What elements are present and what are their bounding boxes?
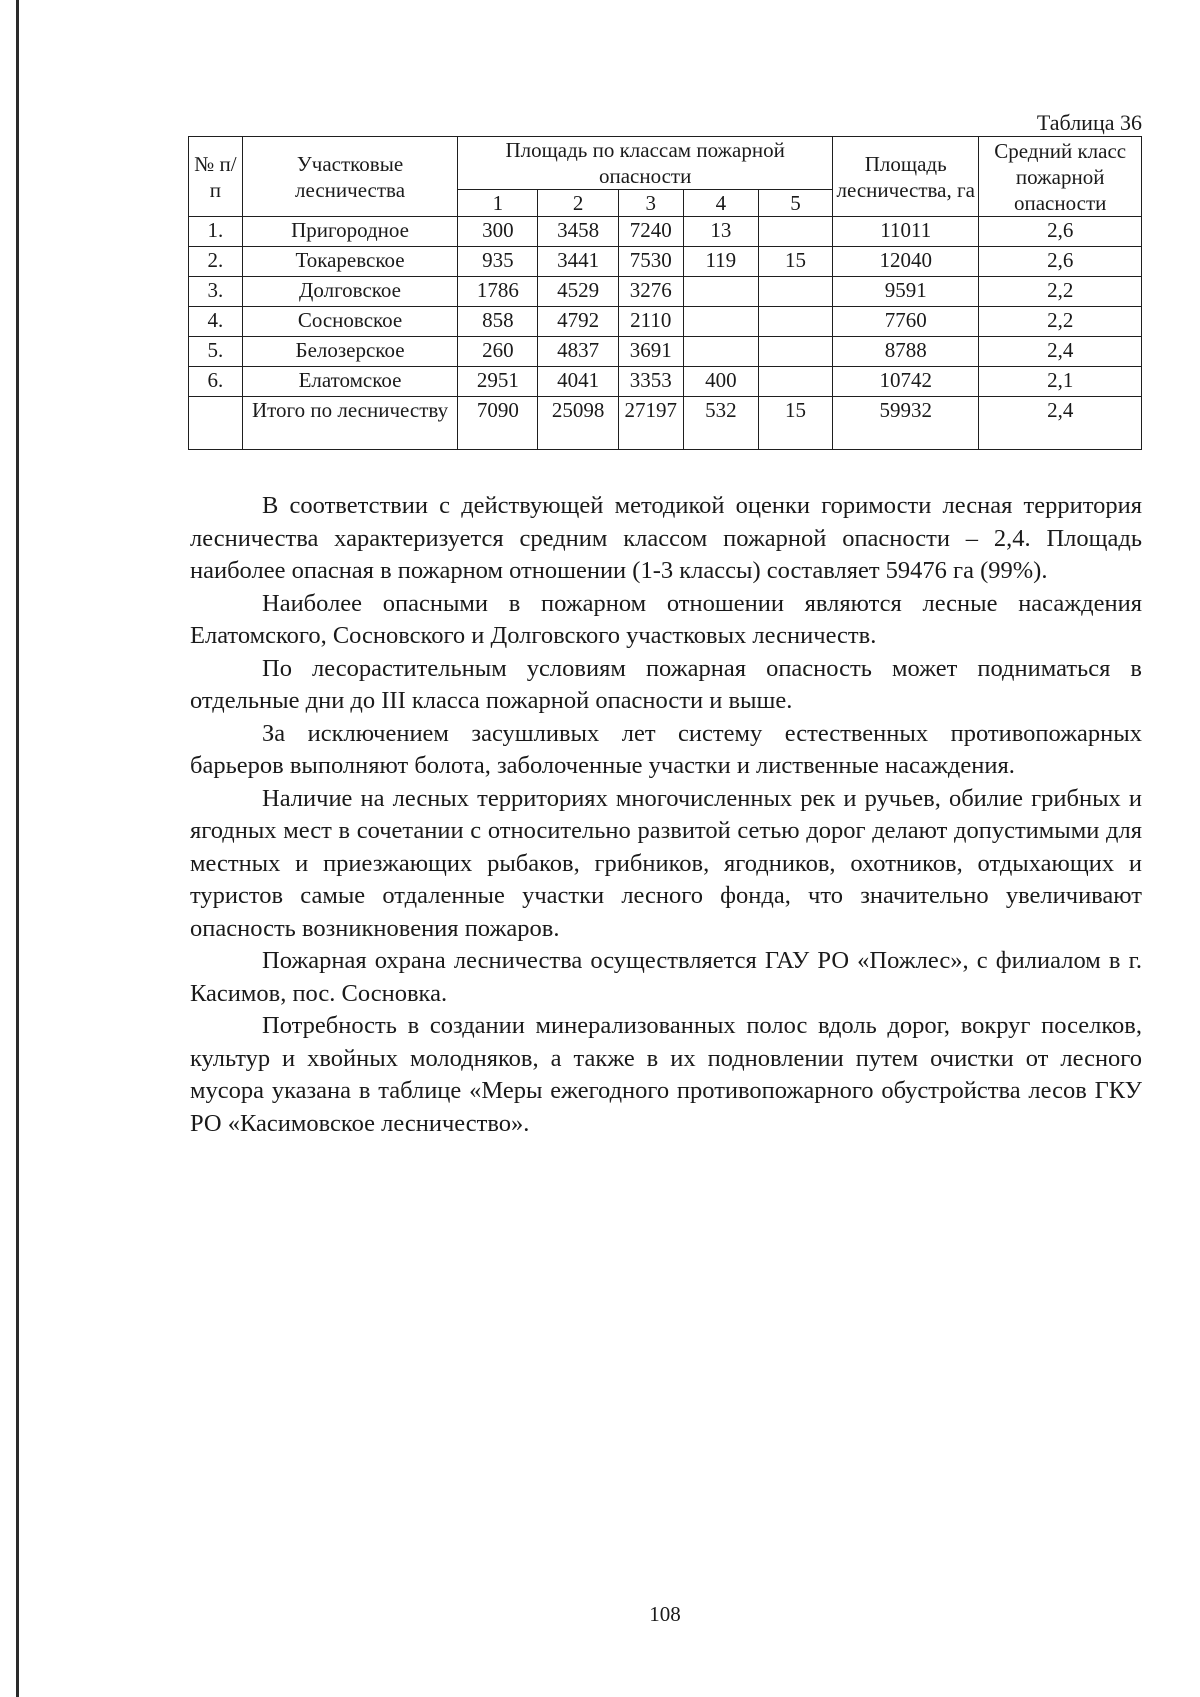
table-row	[189, 217, 1142, 247]
cell-total-area: 11011	[833, 217, 979, 247]
cell-class-2: 4837	[538, 337, 618, 367]
cell-num: 4.	[189, 307, 243, 337]
header-total-area: Площадь лесничества, га	[833, 137, 979, 217]
cell-num: 5.	[189, 337, 243, 367]
cell-class-1: 935	[458, 247, 538, 277]
header-class-2: 2	[538, 190, 618, 217]
cell-class-4: 400	[683, 367, 758, 397]
cell-total-class-4: 532	[683, 397, 758, 450]
cell-num: 2.	[189, 247, 243, 277]
table-row	[189, 307, 1142, 337]
cell-class-4: 119	[683, 247, 758, 277]
cell-total-label: Итого по лесничеству	[242, 397, 457, 450]
cell-class-2: 4529	[538, 277, 618, 307]
cell-district: Белозерское	[242, 337, 457, 367]
cell-avg-class: 2,2	[979, 307, 1142, 337]
cell-class-3: 3353	[618, 367, 683, 397]
cell-total-area: 8788	[833, 337, 979, 367]
fire-danger-table	[188, 136, 1142, 450]
cell-class-2: 3458	[538, 217, 618, 247]
header-class-5: 5	[758, 190, 832, 217]
cell-class-4	[683, 337, 758, 367]
table-header-row	[189, 137, 1142, 190]
cell-total-class-3: 27197	[618, 397, 683, 450]
cell-class-3: 7530	[618, 247, 683, 277]
table-row	[189, 337, 1142, 367]
paragraph: Пожарная охрана лесничества осуществляется ГАУ РО «Пожлес», с филиалом в г. Касимов, пос. Сосновка.	[190, 947, 1142, 1007]
paragraph: По лесорастительным условиям пожарная опасность может подниматься в отдельные дни до III класса пожарной опасности и выше.	[190, 654, 1142, 714]
cell-district: Елатомское	[242, 367, 457, 397]
table-total-row	[189, 397, 1142, 450]
cell-class-4: 13	[683, 217, 758, 247]
cell-avg-class: 2,1	[979, 367, 1142, 397]
cell-num-empty	[189, 397, 243, 450]
cell-class-5	[758, 307, 832, 337]
cell-class-1: 260	[458, 337, 538, 367]
cell-class-3: 3276	[618, 277, 683, 307]
cell-class-5	[758, 217, 832, 247]
cell-district: Пригородное	[242, 217, 457, 247]
cell-class-5	[758, 277, 832, 307]
cell-class-2: 4792	[538, 307, 618, 337]
scan-edge-line	[16, 0, 19, 1697]
header-class-4: 4	[683, 190, 758, 217]
cell-num: 1.	[189, 217, 243, 247]
cell-total-class-2: 25098	[538, 397, 618, 450]
cell-class-3: 3691	[618, 337, 683, 367]
cell-class-2: 3441	[538, 247, 618, 277]
table-caption: Таблица 36	[1036, 110, 1142, 135]
cell-class-5	[758, 367, 832, 397]
cell-total-area: 12040	[833, 247, 979, 277]
paragraph: За исключением засушливых лет систему естественных противопожарных барьеров выполняют болота, заболоченные участки и лиственные насаждения.	[190, 719, 1142, 779]
cell-avg-class: 2,6	[979, 247, 1142, 277]
cell-class-1: 300	[458, 217, 538, 247]
body-text	[190, 490, 1142, 1140]
paragraph: Потребность в создании минерализованных полос вдоль дорог, вокруг поселков, культур и хвойных молодняков, а также в их подновлении путем очистки от лесного мусора указана в таблице «Меры ежегодного противопожарного обустройства лесов ГКУ РО «Касимовское лесничество».	[190, 1012, 1142, 1137]
cell-avg-class: 2,2	[979, 277, 1142, 307]
cell-num: 6.	[189, 367, 243, 397]
cell-avg-class: 2,6	[979, 217, 1142, 247]
cell-total-avg-class: 2,4	[979, 397, 1142, 450]
header-num: № п/п	[189, 137, 243, 217]
header-district: Участковые лесничества	[242, 137, 457, 217]
cell-class-3: 7240	[618, 217, 683, 247]
table-row	[189, 277, 1142, 307]
cell-total-area: 9591	[833, 277, 979, 307]
cell-class-5: 15	[758, 247, 832, 277]
cell-district: Токаревское	[242, 247, 457, 277]
cell-class-4	[683, 307, 758, 337]
cell-total-area: 10742	[833, 367, 979, 397]
cell-class-1: 858	[458, 307, 538, 337]
cell-total-area: 59932	[833, 397, 979, 450]
cell-class-1: 1786	[458, 277, 538, 307]
cell-class-3: 2110	[618, 307, 683, 337]
paragraph: Наличие на лесных территориях многочисленных рек и ручьев, обилие грибных и ягодных мест в сочетании с относительно развитой сетью дорог делают допустимыми для местных и приезжающих рыбаков, грибников, ягодников, охотников, отдыхающих и туристов самые отдаленные участки лесного фонда, что значительно увеличивают опасность возникновения пожаров.	[190, 784, 1142, 942]
header-avg-class: Средний класс пожарной опасности	[979, 137, 1142, 217]
cell-total-area: 7760	[833, 307, 979, 337]
table-row	[189, 247, 1142, 277]
cell-class-5	[758, 337, 832, 367]
paragraph: В соответствии с действующей методикой оценки горимости лесная территория лесничества характеризуется средним классом пожарной опасности – 2,4. Площадь наиболее опасная в пожарном отношении (1-3 классы) составляет 59476 га (99%).	[190, 492, 1142, 584]
cell-total-class-1: 7090	[458, 397, 538, 450]
header-class-3: 3	[618, 190, 683, 217]
cell-total-class-5: 15	[758, 397, 832, 450]
page-number: 108	[649, 1602, 681, 1626]
cell-num: 3.	[189, 277, 243, 307]
cell-class-1: 2951	[458, 367, 538, 397]
cell-class-4	[683, 277, 758, 307]
paragraph: Наиболее опасными в пожарном отношении являются лесные насаждения Елатомского, Сосновского и Долговского участковых лесничеств.	[190, 589, 1142, 649]
cell-class-2: 4041	[538, 367, 618, 397]
header-class-1: 1	[458, 190, 538, 217]
table-row	[189, 367, 1142, 397]
cell-avg-class: 2,4	[979, 337, 1142, 367]
header-area-by-class: Площадь по классам пожарной опасности	[458, 137, 833, 190]
cell-district: Долговское	[242, 277, 457, 307]
cell-district: Сосновское	[242, 307, 457, 337]
